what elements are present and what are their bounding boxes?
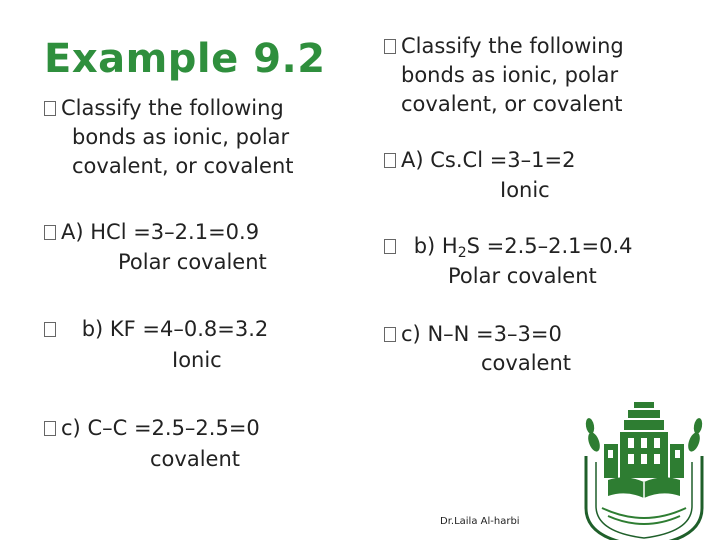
bullet-box-icon — [384, 153, 396, 168]
left-b-result: Ionic — [172, 348, 222, 372]
left-item-b — [44, 315, 268, 344]
bullet-box-icon — [384, 239, 396, 254]
left-intro-line-3: covalent, or covalent — [72, 154, 294, 178]
right-intro — [384, 32, 624, 61]
left-item-c — [44, 414, 260, 443]
right-item-c — [384, 320, 562, 349]
left-c-result: covalent — [150, 447, 240, 471]
right-intro-line-3: covalent, or covalent — [401, 92, 623, 116]
left-a-result: Polar covalent — [118, 250, 267, 274]
left-b-formula: KF =4–0.8=3.2 — [109, 317, 269, 341]
left-c-formula: C–C =2.5–2.5=0 — [87, 416, 260, 440]
right-intro-line-2: bonds as ionic, polar — [401, 63, 619, 87]
left-intro-line-2: bonds as ionic, polar — [72, 125, 290, 149]
right-b-result: Polar covalent — [448, 264, 597, 288]
right-c-result: covalent — [481, 351, 571, 375]
left-intro — [44, 94, 284, 123]
right-b-formula-pre: H — [441, 234, 458, 258]
footer-author: Dr.Laila Al-harbi — [440, 516, 520, 527]
left-c-label: c) — [61, 416, 81, 440]
left-item-a — [44, 218, 259, 247]
bullet-box-icon — [44, 421, 56, 436]
right-item-a — [384, 146, 575, 175]
right-c-label: c) — [401, 322, 421, 346]
bullet-box-icon — [44, 225, 56, 240]
left-intro-line-1: Classify the following — [61, 96, 284, 120]
right-a-result: Ionic — [500, 178, 550, 202]
bullet-box-icon — [44, 322, 56, 337]
bullet-box-icon — [384, 39, 396, 54]
left-a-formula: HCl =3–2.1=0.9 — [90, 220, 260, 244]
page-title: Example 9.2 — [44, 36, 326, 82]
university-seal-icon — [568, 396, 720, 540]
bullet-box-icon — [44, 101, 56, 116]
right-b-label: b) — [413, 234, 436, 258]
right-b-formula-sub: 2 — [457, 245, 467, 261]
right-intro-line-1: Classify the following — [401, 34, 624, 58]
right-b-formula — [441, 234, 633, 261]
left-b-label: b) — [81, 317, 104, 341]
right-b-formula-post: S =2.5–2.1=0.4 — [466, 234, 633, 258]
right-c-formula: N–N =3–3=0 — [427, 322, 562, 346]
left-a-label: A) — [61, 220, 84, 244]
right-a-formula: Cs.Cl =3–1=2 — [430, 148, 576, 172]
bullet-box-icon — [384, 327, 396, 342]
right-a-label: A) — [401, 148, 424, 172]
